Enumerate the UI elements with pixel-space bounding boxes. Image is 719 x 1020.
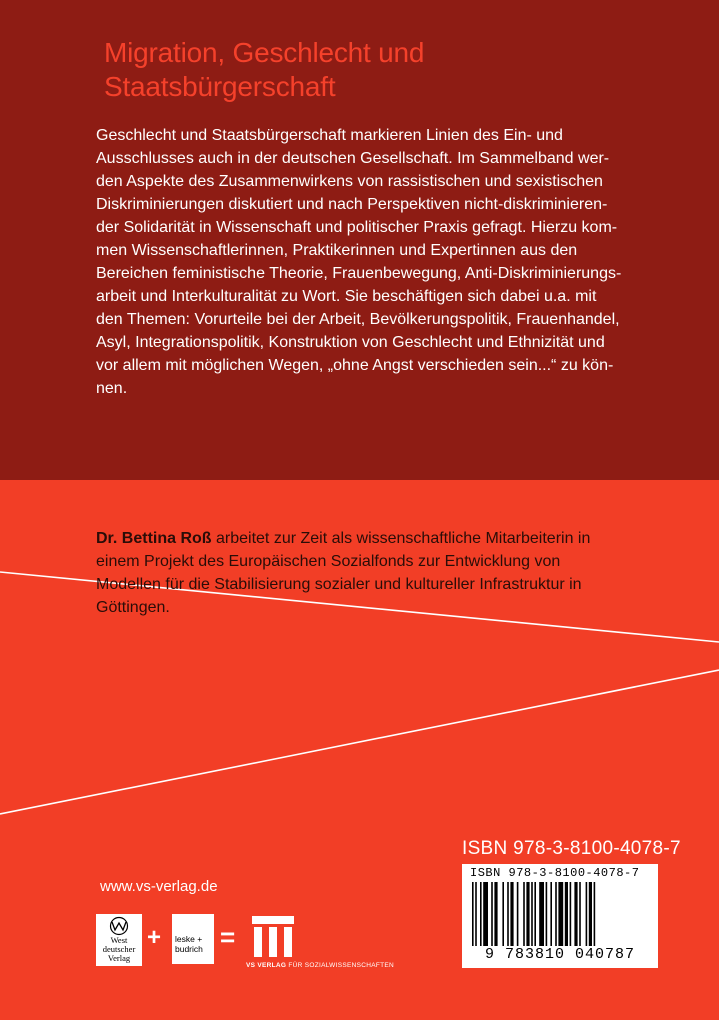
leske-budrich-logo (172, 914, 214, 964)
west-logo-line: deutscher (102, 944, 136, 954)
barcode-bar (555, 882, 557, 946)
description-line: Diskriminierungen diskutiert und nach Perspektiven nicht-diskriminieren- (96, 196, 608, 213)
leske-logo-line: leske + (175, 934, 203, 944)
barcode-bar (475, 882, 477, 946)
barcode-bar (589, 882, 592, 946)
barcode-bar (546, 882, 548, 946)
vs-caption-bold: VS VERLAG (246, 962, 287, 969)
author-bio-line (96, 527, 696, 550)
barcode-bar (565, 882, 568, 946)
barcode-bar (491, 882, 493, 946)
description-line: den Aspekte des Zusammenwirkens von rassistischen und sexistischen (96, 173, 603, 190)
description-line: Ausschlusses auch in der deutschen Gesellschaft. Im Sammelband wer- (96, 150, 610, 167)
barcode-bar (517, 882, 519, 946)
leske-logo-line: budrich (175, 944, 203, 954)
author-bio-line: Modellen für die Stabilisierung sozialer und kultureller Infrastruktur in (96, 576, 582, 593)
vs-verlag-caption (246, 962, 394, 969)
barcode-bar (523, 882, 525, 946)
plus-sign: + (147, 924, 162, 951)
barcode-bar (531, 882, 533, 946)
description-line: der Solidarität in Wissenschaft und politischer Praxis gefragt. Hierzu kom- (96, 219, 618, 236)
description-line: Geschlecht und Staatsbürgerschaft markieren Linien des Ein- und (96, 127, 563, 144)
barcode-bar (539, 882, 544, 946)
barcode-bar (472, 882, 474, 946)
isbn-label: ISBN 978-3-8100-4078-7 (462, 838, 681, 859)
westdeutscher-verlag-logo (96, 914, 142, 966)
vs-caption-rest: FÜR SOZIALWISSENSCHAFTEN (286, 962, 395, 969)
description-line: Bereichen feministische Theorie, Frauenbewegung, Anti-Diskriminierungs- (96, 265, 622, 282)
top-panel (0, 0, 719, 480)
description-line: vor allem mit möglichen Wegen, „ohne Angst verschieden sein...“ zu kön- (96, 357, 614, 374)
barcode-bar (579, 882, 581, 946)
west-logo-text (96, 936, 142, 963)
west-logo-line: West (110, 935, 128, 945)
book-title (104, 36, 664, 104)
description-line: arbeit und Interkulturalität zu Wort. Sie beschäftigen sich dabei u.a. mit (96, 288, 597, 305)
publisher-url[interactable]: www.vs-verlag.de (100, 878, 218, 895)
author-name: Dr. Bettina Roß (96, 530, 212, 547)
barcode-bar (570, 882, 572, 946)
author-bio-line: Göttingen. (96, 599, 170, 616)
publisher-emblem-icon (107, 916, 131, 936)
barcode-bar (507, 882, 509, 946)
author-bio (96, 527, 696, 619)
barcode-bar (594, 882, 596, 946)
vs-verlag-logo-icon (250, 914, 296, 960)
barcode-number: 9 783810 040787 (484, 946, 636, 963)
barcode-bar (534, 882, 536, 946)
barcode-bar (586, 882, 588, 946)
title-line: Staatsbürgerschaft (104, 71, 336, 102)
barcode-bar (510, 882, 513, 946)
west-logo-line: Verlag (107, 953, 131, 963)
description-line: Asyl, Integrationspolitik, Konstruktion von Geschlecht und Ethnizität und (96, 334, 605, 351)
barcode-bar (502, 882, 504, 946)
decorative-line (0, 670, 719, 814)
barcode-bar (526, 882, 529, 946)
barcode-bar (480, 882, 482, 946)
book-description (96, 124, 668, 400)
equals-sign: = (220, 922, 236, 952)
barcode-bar (558, 882, 563, 946)
leske-logo-text (175, 934, 203, 954)
title-line: Migration, Geschlecht und (104, 37, 425, 68)
barcode-bar (574, 882, 577, 946)
description-line: den Themen: Vorurteile bei der Arbeit, Bevölkerungspolitik, Frauenhandel, (96, 311, 620, 328)
author-bio-line: einem Projekt des Europäischen Sozialfonds zur Entwicklung von (96, 553, 561, 570)
barcode-bar (494, 882, 497, 946)
barcode-bars-icon (472, 882, 648, 946)
author-bio-first-line: arbeitet zur Zeit als wissenschaftliche Mitarbeiterin in (211, 530, 591, 547)
description-line: nen. (96, 380, 128, 397)
description-line: men Wissenschaftlerinnen, Praktikerinnen und Expertinnen aus den (96, 242, 578, 259)
barcode (462, 864, 658, 968)
barcode-isbn: ISBN 978-3-8100-4078-7 (470, 866, 640, 880)
barcode-bar (483, 882, 488, 946)
barcode-bar (550, 882, 552, 946)
